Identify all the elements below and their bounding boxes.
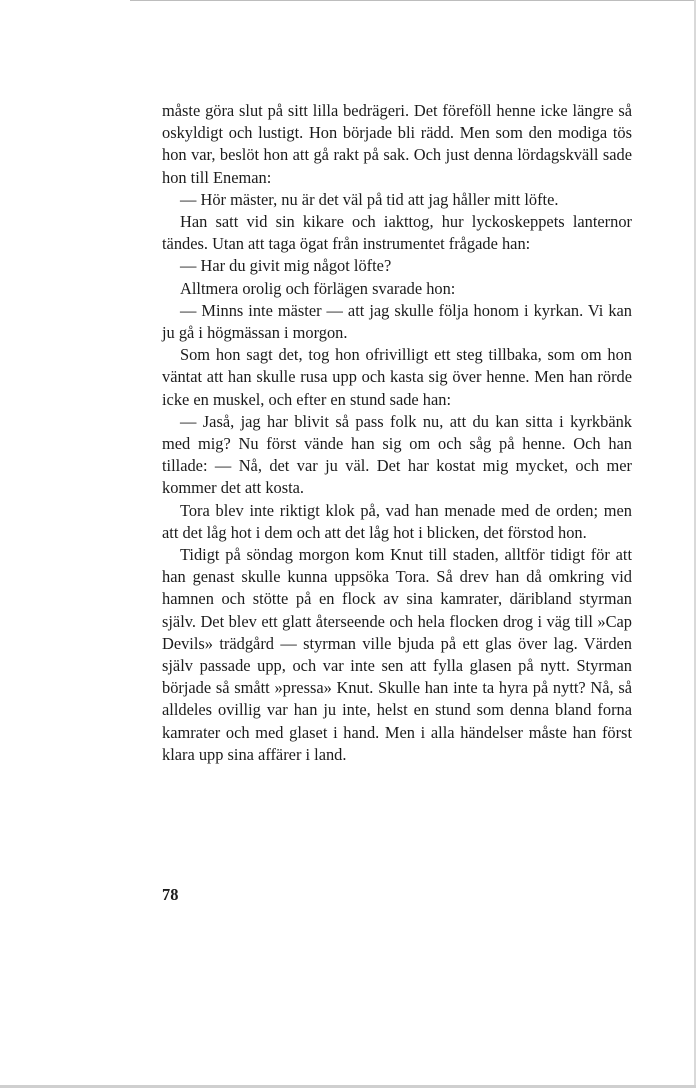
paragraph: — Jaså, jag har blivit så pass folk nu, att du kan sitta i kyrkbänk med mig? Nu först vände han sig om och såg på henne. Och han tillade: — Nå, det var ju väl. Det har kostat mig mycket, och mer kommer det att kosta. — [162, 411, 632, 498]
page-top-edge — [130, 0, 696, 1]
body-text — [162, 100, 632, 766]
paragraph: — Hör mäster, nu är det väl på tid att jag håller mitt löfte. — [180, 189, 559, 209]
paragraph: — Har du givit mig något löfte? — [180, 256, 392, 276]
paragraph: Tidigt på söndag morgon kom Knut till staden, alltför tidigt för att han genast skulle kunna uppsöka Tora. Så drev han då omkring vid hamnen och stötte på en flock av sina kamrater, däribland styrman själv. Det blev ett glatt återseende och hela flocken drog i väg till »Cap Devils» trädgård — styrman ville bjuda på ett glas över lag. Värden själv passade upp, och var inte sen att fylla glasen på nytt. Styrman började så smått »pressa» Knut. Skulle han inte ta hyra på nytt? Nå, så alldeles ovillig var han ju inte, helst en stund som denna bland forna kamrater och med glaset i hand. Men i alla händelser måste han först klara upp sina affärer i land. — [162, 545, 632, 764]
paragraph: Alltmera orolig och förlägen svarade hon: — [180, 278, 456, 298]
paragraph: Han satt vid sin kikare och iakttog, hur lyckoskeppets lanternor tändes. Utan att taga ögat från instrumentet frågade han: — [162, 212, 632, 254]
paragraph: Som hon sagt det, tog hon ofrivilligt ett steg tillbaka, som om hon väntat att han skulle rusa upp och kasta sig över henne. Men han rörde icke en muskel, och efter en stund sade han: — [162, 345, 632, 409]
paragraph: — Minns inte mäster — att jag skulle följa honom i kyrkan. Vi kan ju gå i högmässan i morgon. — [162, 300, 632, 343]
page-number: 78 — [162, 885, 179, 904]
paragraph: måste göra slut på sitt lilla bedrägeri. Det föreföll henne icke längre så oskyldigt och lustigt. Hon började bli rädd. Men som den modiga tös hon var, beslöt hon att gå rakt på sak. Och just denna lördagskväll sade hon till Eneman: — [162, 101, 632, 187]
paragraph: Tora blev inte riktigt klok på, vad han menade med de orden; men att det låg hot i dem och att det låg hot i blicken, det förstod hon. — [162, 500, 632, 542]
